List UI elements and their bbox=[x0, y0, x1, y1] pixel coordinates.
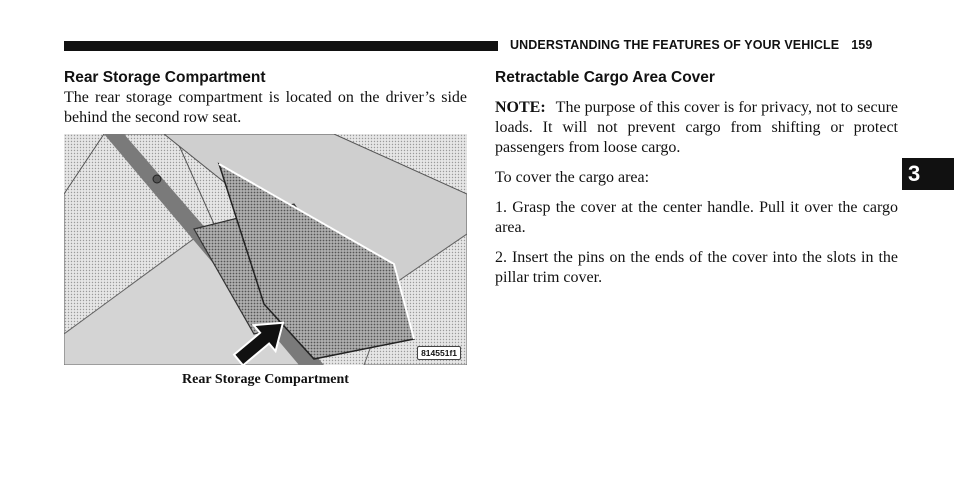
note-label: NOTE: bbox=[495, 99, 546, 116]
figure-code: 814551f1 bbox=[417, 346, 461, 360]
rear-storage-body: The rear storage compartment is located on the driver’s side behind the second row seat. bbox=[64, 89, 467, 126]
section-heading-cargo-cover: Retractable Cargo Area Cover bbox=[495, 69, 715, 86]
header-title: UNDERSTANDING THE FEATURES OF YOUR VEHICLE bbox=[510, 38, 840, 52]
running-header bbox=[510, 38, 872, 52]
rear-storage-figure bbox=[64, 134, 467, 365]
header-rule bbox=[64, 41, 498, 51]
intro-text: To cover the cargo area: bbox=[495, 169, 650, 186]
page-number: 159 bbox=[851, 38, 873, 52]
step-2: 2. Insert the pins on the ends of the cover into the slots in the pillar trim cover. bbox=[495, 249, 898, 286]
note-paragraph bbox=[495, 98, 898, 158]
rear-storage-illustration bbox=[64, 134, 467, 365]
step-1: 1. Grasp the cover at the center handle. Pull it over the cargo area. bbox=[495, 199, 898, 236]
right-column bbox=[495, 68, 898, 298]
note-text: The purpose of this cover is for privacy, not to secure loads. It will not prevent cargo from shifting or protect passengers from loose cargo. bbox=[495, 99, 898, 156]
section-heading-rear-storage: Rear Storage Compartment bbox=[64, 69, 266, 86]
left-column bbox=[64, 68, 467, 128]
chapter-tab: 3 bbox=[902, 158, 954, 190]
figure-caption: Rear Storage Compartment bbox=[182, 372, 349, 387]
